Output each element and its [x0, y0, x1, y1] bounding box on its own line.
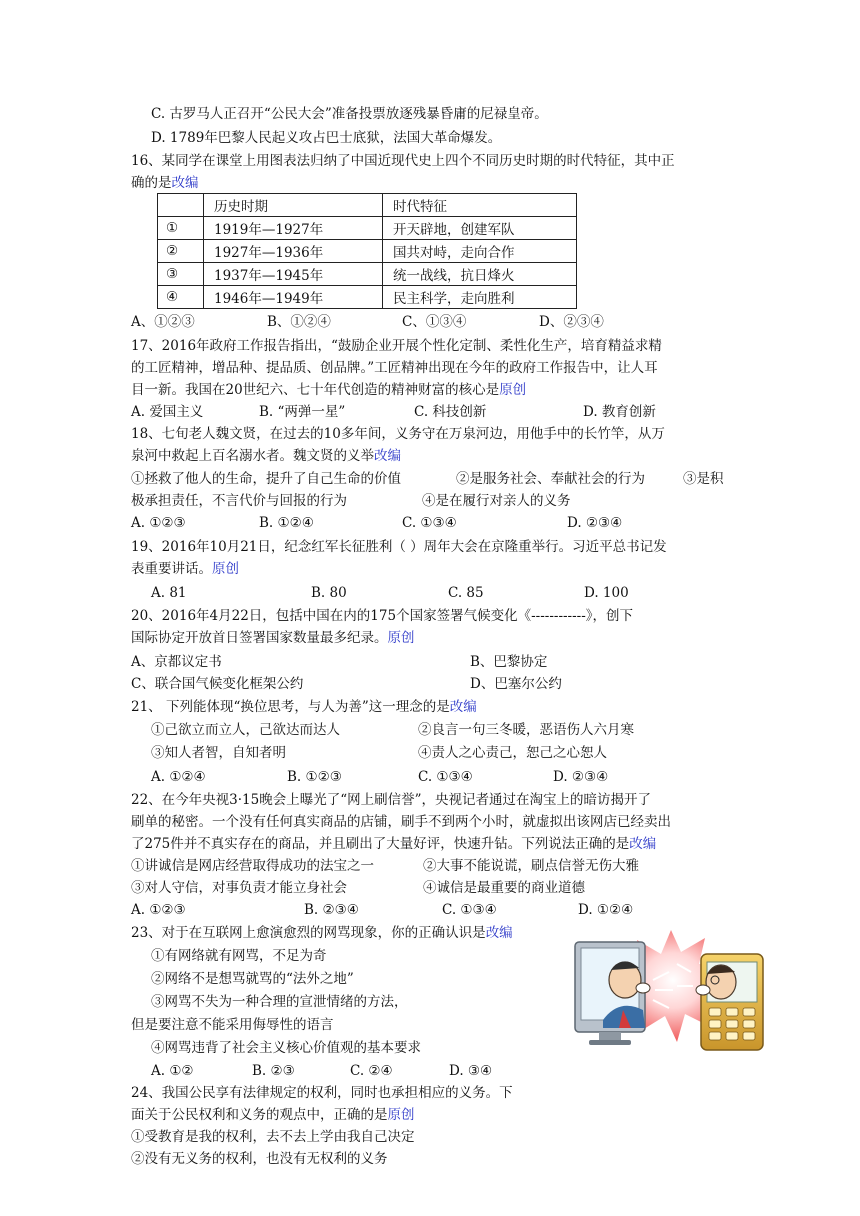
q23-option-d: D. ③④	[449, 1063, 493, 1079]
q22-option-b: B. ②③④	[304, 902, 359, 918]
q22-option-a: A. ①②③	[131, 902, 186, 918]
q21-item1: ①己欲立而立人，己欲达而达人	[151, 722, 340, 738]
q16-option-c: C、①③④	[402, 314, 467, 330]
q23-option-a: A. ①②	[151, 1063, 194, 1079]
q23-stem: 23、对于在互联网上愈演愈烈的网骂现象，你的正确认识是改编	[131, 925, 513, 941]
table-cell-feature: 民主科学，走向胜利	[383, 286, 577, 309]
q18-item2: ②是服务社会、奉献社会的行为	[456, 471, 645, 487]
q18-item3-end: 极承担责任，不言代价与回报的行为	[131, 493, 347, 509]
q24-tag: 原创	[387, 1107, 415, 1123]
table-row	[158, 240, 577, 263]
q17-line1: 17、2016年政府工作报告指出，“鼓励企业开展个性化定制、柔性化生产，培育精益求精	[131, 338, 662, 354]
q23-item2: ②网络不是想骂就骂的“法外之地”	[151, 971, 354, 987]
q21-option-b: B. ①②③	[287, 769, 342, 785]
table-cell	[158, 194, 204, 217]
history-periods-table	[157, 193, 577, 309]
table-cell-period: 1937年—1945年	[204, 263, 383, 286]
q20-tag: 原创	[387, 630, 415, 646]
q18-option-a: A. ①②③	[131, 515, 186, 531]
q18-option-b: B. ①②④	[259, 515, 314, 531]
q23-tag: 改编	[485, 925, 513, 941]
q21-option-a: A. ①②④	[151, 769, 206, 785]
q22-tag: 改编	[629, 836, 657, 852]
q22-item4: ④诚信是最重要的商业道德	[423, 880, 585, 896]
q18-line1: 18、七旬老人魏文贤，在过去的10多年间，义务守在万泉河边，用他手中的长竹竿，从万	[131, 426, 665, 442]
table-row	[158, 217, 577, 240]
q18-item1: ①拯救了他人的生命，提升了自己生命的价值	[131, 471, 401, 487]
q22-item3: ③对人守信，对事负责才能立身社会	[131, 880, 347, 896]
online-argument-cartoon-icon	[573, 924, 769, 1052]
q20-option-a: A、京都议定书	[131, 654, 222, 670]
q21-option-c: C. ①③④	[418, 769, 473, 785]
q24-item2: ②没有无义务的权利，也没有无权利的义务	[131, 1151, 388, 1167]
q17-option-a: A. 爱国主义	[131, 404, 204, 420]
table-header-period: 历史时期	[204, 194, 383, 217]
q19-option-c: C. 85	[448, 585, 484, 601]
q21-item3: ③知人者智，自知者明	[151, 745, 286, 761]
q24-item1: ①受教育是我的权利，去不去上学由我自己决定	[131, 1129, 415, 1145]
table-cell-feature: 开天辟地，创建军队	[383, 217, 577, 240]
q22-item1: ①讲诚信是网店经营取得成功的法宝之一	[131, 858, 374, 874]
q18-line2: 泉河中救起上百名溺水者。魏文贤的义举改编	[131, 448, 401, 464]
q16-stem-line2: 确的是改编	[131, 175, 199, 191]
q23-item3-end: 但是要注意不能采用侮辱性的语言	[131, 1017, 334, 1033]
q18-item4: ④是在履行对亲人的义务	[422, 493, 571, 509]
q15-option-c: C. 古罗马人正召开“公民大会”准备投票放逐残暴昏庸的尼禄皇帝。	[151, 106, 548, 122]
q19-line1: 19、2016年10月21日，纪念红军长征胜利（ ）周年大会在京隆重举行。习近平总书记发	[131, 539, 667, 555]
q19-option-a: A. 81	[151, 585, 187, 601]
q20-option-c: C、联合国气候变化框架公约	[131, 676, 304, 692]
q16-option-b: B、①②④	[267, 314, 331, 330]
table-cell-number: ③	[158, 263, 204, 286]
table-header-row	[158, 194, 577, 217]
table-header-feature: 时代特征	[383, 194, 577, 217]
table-cell-number: ②	[158, 240, 204, 263]
q18-option-d: D. ②③④	[567, 515, 623, 531]
q20-line1: 20、2016年4月22日，包括中国在内的175个国家签署气候变化《------------》，创下	[131, 608, 634, 624]
table-cell-number: ④	[158, 286, 204, 309]
table-cell-feature: 国共对峙，走向合作	[383, 240, 577, 263]
q22-item2: ②大事不能说谎，刷点信誉无伤大雅	[423, 858, 639, 874]
q19-line2: 表重要讲话。原创	[131, 561, 239, 577]
q23-option-b: B. ②③	[252, 1063, 295, 1079]
table-cell-period: 1927年—1936年	[204, 240, 383, 263]
q24-line1: 24、我国公民享有法律规定的权利，同时也承担相应的义务。下	[131, 1085, 513, 1101]
q17-option-b: B. “两弹一星”	[259, 404, 346, 420]
q22-line2: 刷单的秘密。一个没有任何真实商品的店铺，刷手不到两个小时，就虚拟出该网店已经卖出	[131, 814, 671, 830]
q16-tag: 改编	[171, 175, 199, 191]
q23-item3-start: ③网骂不失为一种合理的宣泄情绪的方法，	[151, 994, 408, 1010]
q16-option-a: A、①②③	[131, 314, 195, 330]
q16-stem-line1: 16、某同学在课堂上用图表法归纳了中国近现代史上四个不同历史时期的时代特征，其中正	[131, 153, 675, 169]
table-row	[158, 263, 577, 286]
q17-line2: 的工匠精神，增品种、提品质、创品牌。”工匠精神出现在今年的政府工作报告中，让人耳	[131, 360, 658, 376]
q21-stem: 21、 下列能体现“换位思考，与人为善”这一理念的是改编	[131, 699, 477, 715]
q21-tag: 改编	[449, 699, 477, 715]
q17-line3: 目一新。我国在20世纪六、七十年代创造的精神财富的核心是原创	[131, 382, 527, 398]
q19-tag: 原创	[212, 561, 239, 577]
q17-option-c: C. 科技创新	[414, 404, 487, 420]
q16-option-d: D、②③④	[539, 314, 604, 330]
q19-option-d: D. 100	[584, 585, 629, 601]
q21-item4: ④责人之心责己，恕己之心恕人	[418, 745, 607, 761]
q17-tag: 原创	[499, 382, 527, 398]
q18-option-c: C. ①③④	[402, 515, 457, 531]
table-cell-period: 1919年—1927年	[204, 217, 383, 240]
table-cell-period: 1946年—1949年	[204, 286, 383, 309]
table-row	[158, 286, 577, 309]
q23-item1: ①有网络就有网骂，不足为奇	[151, 948, 327, 964]
q20-line2: 国际协定开放首日签署国家数量最多纪录。原创	[131, 630, 415, 646]
q17-option-d: D. 教育创新	[583, 404, 656, 420]
q22-option-d: D. ①②④	[578, 902, 634, 918]
table-cell-feature: 统一战线，抗日烽火	[383, 263, 577, 286]
q15-option-d: D. 1789年巴黎人民起义攻占巴士底狱，法国大革命爆发。	[151, 130, 502, 146]
q24-line2: 面关于公民权利和义务的观点中，正确的是原创	[131, 1107, 415, 1123]
q23-option-c: C. ②④	[350, 1063, 393, 1079]
table-cell-number: ①	[158, 217, 204, 240]
q18-tag: 改编	[374, 448, 401, 464]
q22-option-c: C. ①③④	[442, 902, 497, 918]
q22-line1: 22、在今年央视3·15晚会上曝光了“网上刷信誉”，央视记者通过在淘宝上的暗访揭开了	[131, 792, 652, 808]
q20-option-d: D、巴塞尔公约	[470, 676, 562, 692]
q23-item4: ④网骂违背了社会主义核心价值观的基本要求	[151, 1040, 421, 1056]
q21-option-d: D. ②③④	[553, 769, 609, 785]
q21-item2: ②良言一句三冬暖，恶语伤人六月寒	[418, 722, 634, 738]
q20-option-b: B、巴黎协定	[470, 654, 548, 670]
q19-option-b: B. 80	[311, 585, 347, 601]
q18-item3-start: ③是积	[683, 471, 724, 487]
q22-line3: 了275件并不真实存在的商品，并且刷出了大量好评，快速升钻。下列说法正确的是改编	[131, 836, 657, 852]
